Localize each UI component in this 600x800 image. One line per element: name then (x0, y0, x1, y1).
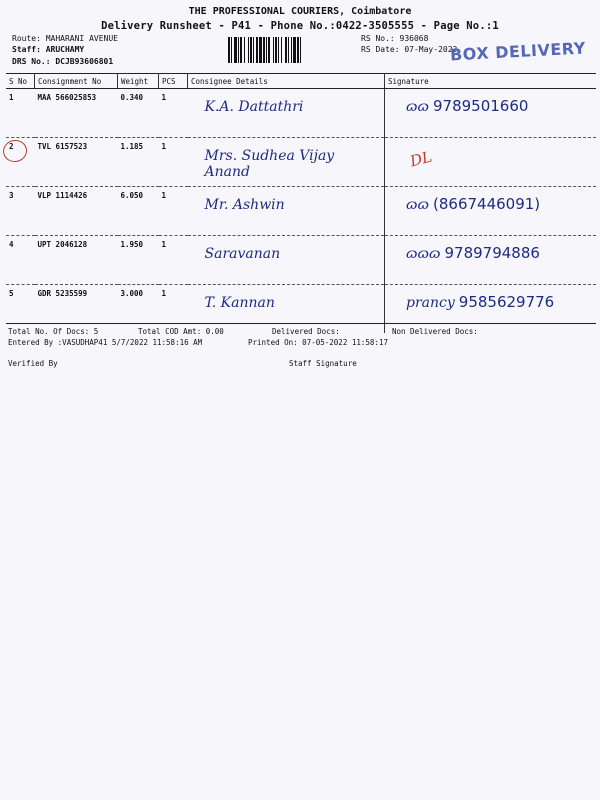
cell-consignee (188, 138, 385, 187)
consignee-handwriting: Mrs. Sudhea Vijay Anand (204, 148, 335, 180)
barcode-bar (259, 37, 262, 63)
route: Route: MAHARANI AVENUE (12, 34, 118, 43)
cell-signature (385, 89, 597, 138)
cell-sno: 4 (6, 236, 35, 285)
barcode-bar (291, 37, 292, 63)
barcode-bar (240, 37, 242, 63)
col-consignment: Consignment No (35, 74, 118, 89)
cell-consignee (188, 89, 385, 138)
barcode-bar (253, 37, 254, 63)
barcode-bar (234, 37, 237, 63)
col-consignee: Consignee Details (188, 74, 385, 89)
barcode-bar (285, 37, 287, 63)
barcode-bar (273, 37, 274, 63)
barcode-bar (256, 37, 258, 63)
company-name: THE PROFESSIONAL COURIERS, Coimbatore (188, 6, 412, 17)
table-header-row (6, 74, 596, 89)
cell-pcs: 1 (159, 89, 188, 138)
barcode-bar (281, 37, 282, 63)
col-pcs: PCS (159, 74, 188, 89)
cell-pcs: 1 (159, 236, 188, 285)
non-delivered-docs: Non Delivered Docs: (392, 327, 478, 336)
rs-date: RS Date: 07-May-2022 (361, 45, 458, 54)
signature-mark: ɷɷɷ (406, 246, 441, 262)
barcode-bar (275, 37, 277, 63)
total-docs: Total No. Of Docs: 5 (8, 327, 99, 336)
signature-handwriting (406, 97, 528, 115)
barcode-bar (228, 37, 230, 63)
consignee-handwriting: T. Kannan (204, 295, 275, 311)
signature-mark: prancy (406, 295, 455, 311)
barcode-bar (297, 37, 299, 63)
consignee-handwriting: K.A. Dattathri (204, 99, 304, 115)
barcode-bar (244, 37, 245, 63)
barcode-bar (268, 37, 270, 63)
cell-pcs: 1 (161, 289, 167, 298)
box-delivery-stamp: BOX DELIVERY (449, 38, 587, 65)
barcode (228, 37, 356, 63)
cell-consignment: VLP 1114426 (35, 187, 118, 236)
barcode-bar (300, 37, 301, 63)
cell-sno: 3 (6, 187, 35, 236)
cell-weight: 3.000 (120, 289, 144, 298)
cell-consignee (188, 187, 385, 236)
cell-weight: 1.950 (118, 236, 159, 285)
delivered-docs: Delivered Docs: (272, 327, 340, 336)
barcode-bar (293, 37, 296, 63)
cell-consignee (188, 285, 385, 334)
printed-on: Printed On: 07-05-2022 11:58:17 (248, 338, 388, 347)
entered-by: Entered By :VASUDHAP41 5/7/2022 11:58:16 AM (8, 338, 203, 347)
barcode-bar (266, 37, 267, 63)
table-row (6, 89, 596, 138)
barcode-bar (248, 37, 249, 63)
table-row (6, 236, 596, 285)
cell-sno: 2 (6, 138, 35, 187)
table-row (6, 138, 596, 187)
drs-number: DRS No.: DCJB93606801 (12, 57, 114, 66)
runsheet-table (6, 73, 596, 333)
runsheet-title: Delivery Runsheet - P41 - Phone No.:0422-3505555 - Page No.:1 (101, 20, 499, 32)
cell-weight: 6.050 (118, 187, 159, 236)
signature-mark: ɷɷ (406, 99, 429, 115)
footer-divider (6, 323, 596, 324)
staff-signature: Staff Signature (289, 359, 357, 368)
barcode-bar (263, 37, 265, 63)
cell-pcs: 1 (159, 138, 188, 187)
col-weight: Weight (118, 74, 159, 89)
barcode-bar (278, 37, 279, 63)
signature-phone: 9789501660 (433, 97, 529, 115)
cell-sno: 5 (9, 289, 14, 298)
signature-phone: 9789794886 (444, 244, 540, 262)
cell-signature (385, 236, 597, 285)
cell-signature (385, 187, 597, 236)
col-signature: Signature (385, 74, 597, 89)
signature-handwriting (406, 195, 540, 213)
signature-handwriting (406, 293, 554, 311)
signature-handwriting (406, 244, 540, 262)
barcode-bar (250, 37, 252, 63)
cell-consignment: UPT 2046128 (35, 236, 118, 285)
rs-number: RS No.: 936068 (361, 34, 429, 43)
table-row (6, 285, 596, 334)
barcode-bar (238, 37, 239, 63)
consignee-handwriting: Mr. Ashwin (204, 197, 285, 213)
cell-consignee (188, 236, 385, 285)
cell-consignment: MAA 566025853 (35, 89, 118, 138)
staff: Staff: ARUCHAMY (12, 45, 85, 54)
dl-annotation: DL (408, 147, 434, 171)
total-cod: Total COD Amt: 0.00 (138, 327, 224, 336)
verified-by: Verified By (8, 359, 58, 368)
cell-consignment: GDR 5235599 (37, 289, 88, 298)
barcode-bar (231, 37, 232, 63)
consignee-handwriting: Saravanan (204, 246, 281, 262)
cell-weight: 0.340 (118, 89, 159, 138)
signature-phone: 9585629776 (458, 293, 555, 311)
signature-phone: (8667446091) (433, 195, 541, 213)
cell-consignment: TVL 6157523 (35, 138, 118, 187)
col-sno: S No (6, 74, 35, 89)
barcode-bar (288, 37, 289, 63)
cell-weight: 1.185 (118, 138, 159, 187)
signature-mark: ɷɷ (406, 197, 429, 213)
table-row (6, 187, 596, 236)
cell-signature (385, 285, 597, 334)
cell-pcs: 1 (159, 187, 188, 236)
cell-sno: 1 (6, 89, 35, 138)
